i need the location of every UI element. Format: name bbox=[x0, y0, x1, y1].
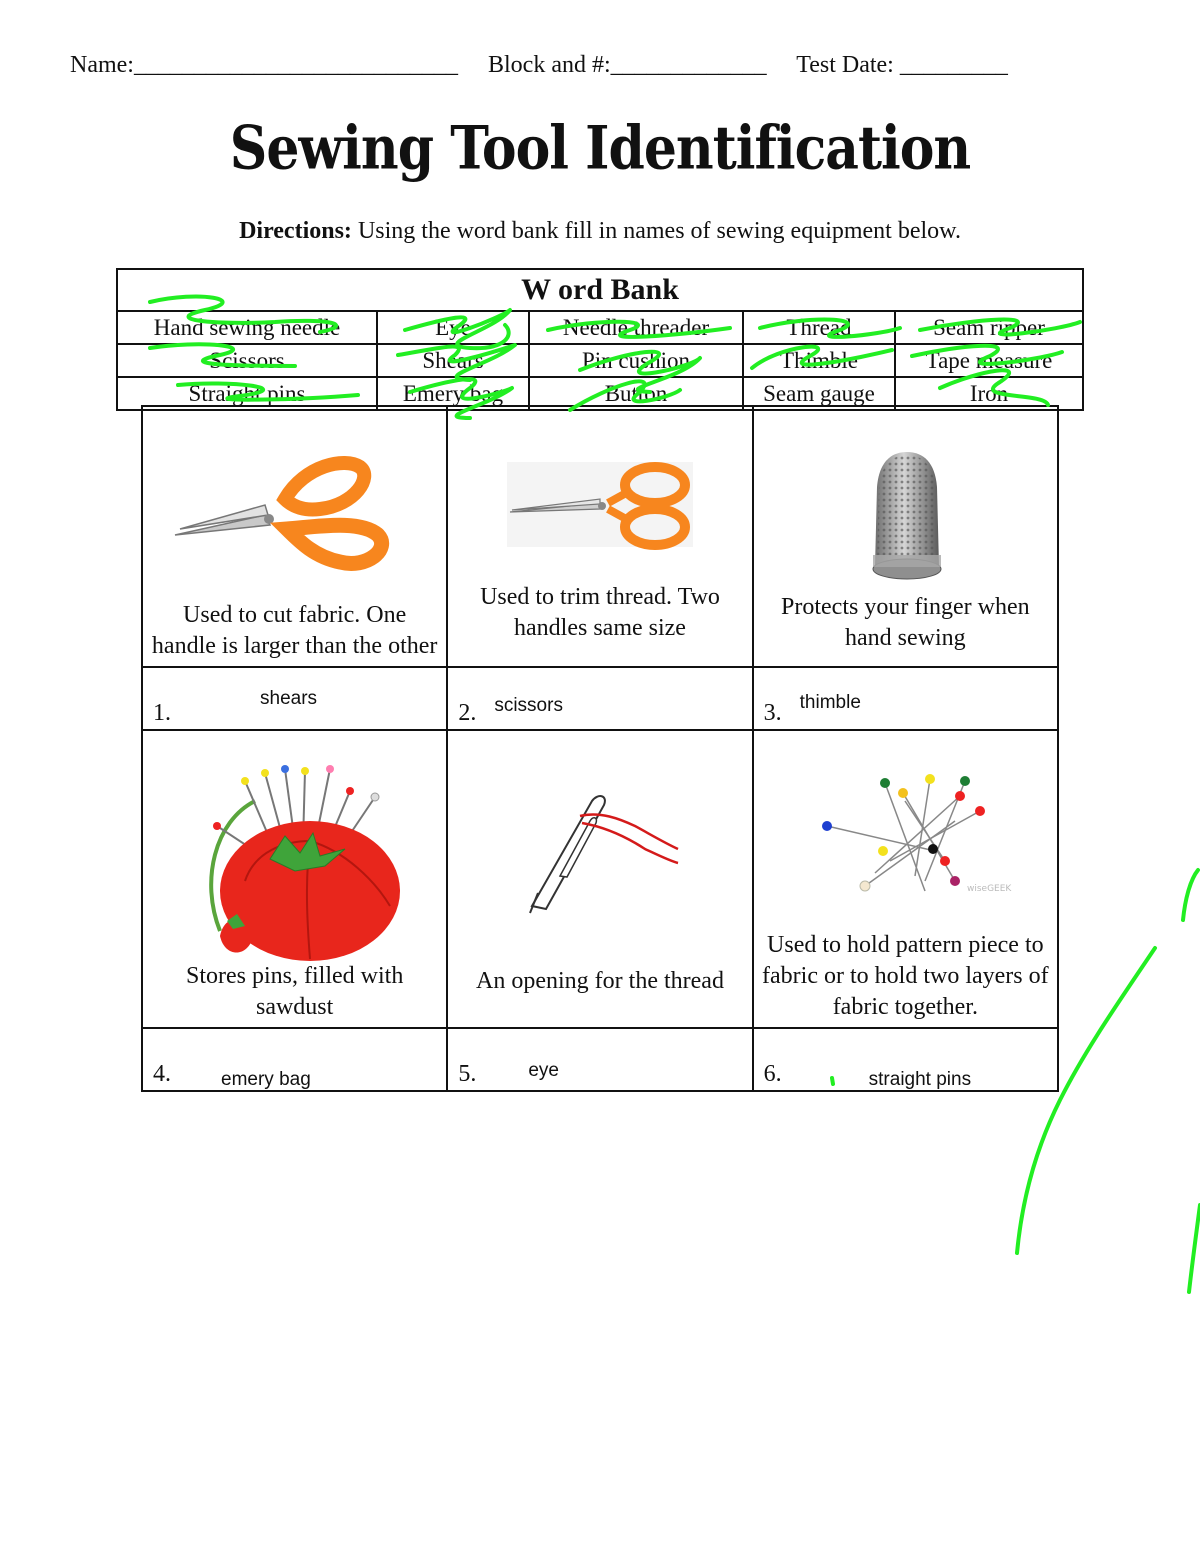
answer-text[interactable]: straight pins bbox=[868, 1069, 972, 1090]
word-bank-cell: Thread bbox=[743, 311, 895, 344]
item-description: Used to trim thread. Two handles same size bbox=[480, 584, 720, 641]
word-bank-cell: Pin cushion bbox=[529, 344, 743, 377]
block-field[interactable]: Block and #:_____________ bbox=[487, 52, 767, 78]
name-field[interactable]: Name:___________________________ bbox=[70, 52, 458, 78]
word-bank-cell: Emery bag bbox=[377, 377, 529, 410]
item-number: 4. bbox=[153, 1061, 171, 1087]
straight-pins-icon bbox=[754, 731, 1057, 961]
word-bank-cell: Thimble bbox=[743, 344, 895, 377]
item-description: Protects your finger when hand sewing bbox=[781, 594, 1030, 651]
directions bbox=[0, 218, 1200, 245]
directions-label: Directions: bbox=[239, 218, 352, 244]
item-card-6 bbox=[753, 730, 1058, 1028]
pin-cushion-icon bbox=[143, 731, 446, 961]
item-number: 3. bbox=[763, 700, 782, 726]
word-bank-cell: Straight pins bbox=[117, 377, 377, 410]
item-number: 6. bbox=[763, 1061, 782, 1087]
item-number: 1. bbox=[153, 700, 171, 726]
scribble-mark bbox=[1183, 870, 1198, 920]
page-title: Sewing Tool Identification bbox=[229, 113, 971, 184]
word-bank-heading: W ord Bank bbox=[117, 269, 1083, 311]
answer-text[interactable]: emery bag bbox=[221, 1069, 311, 1090]
answer-text[interactable]: thimble bbox=[799, 692, 861, 713]
item-number: 2. bbox=[458, 700, 477, 726]
item-number: 5. bbox=[458, 1061, 477, 1087]
answer-text[interactable]: eye bbox=[528, 1060, 559, 1081]
answer-cell-1[interactable] bbox=[142, 667, 447, 730]
word-bank-table bbox=[116, 268, 1084, 411]
word-bank-cell: Button bbox=[529, 377, 743, 410]
item-description: Used to hold pattern piece to fabric or to hold two layers of fabric together. bbox=[762, 932, 1049, 1020]
scribble-mark bbox=[1189, 1205, 1200, 1292]
item-description: An opening for the thread bbox=[476, 968, 724, 994]
word-bank-cell: Seam ripper bbox=[895, 311, 1083, 344]
answer-text[interactable]: scissors bbox=[494, 695, 563, 716]
item-card-1 bbox=[142, 406, 447, 667]
item-description: Used to cut fabric. One handle is larger than the other bbox=[151, 602, 438, 659]
item-card-4 bbox=[142, 730, 447, 1028]
test-date-field[interactable]: Test Date: _________ bbox=[796, 52, 1008, 78]
word-bank-cell: Shears bbox=[377, 344, 529, 377]
item-card-3 bbox=[753, 406, 1058, 667]
scissors-icon bbox=[448, 407, 751, 597]
word-bank-cell: Seam gauge bbox=[743, 377, 895, 410]
word-bank-cell: Scissors bbox=[117, 344, 377, 377]
answer-cell-3[interactable] bbox=[753, 667, 1058, 730]
item-card-5 bbox=[447, 730, 752, 1028]
answer-text[interactable]: shears bbox=[260, 688, 318, 709]
shears-icon bbox=[143, 407, 446, 597]
directions-text: Using the word bank fill in names of sewing equipment below. bbox=[351, 218, 961, 244]
answer-cell-6[interactable] bbox=[753, 1028, 1058, 1091]
word-bank-cell: Eye bbox=[377, 311, 529, 344]
thimble-icon bbox=[754, 407, 1057, 597]
word-bank-cell: Iron bbox=[895, 377, 1083, 410]
answer-cell-4[interactable] bbox=[142, 1028, 447, 1091]
header-line bbox=[70, 52, 1130, 79]
answer-cell-2[interactable] bbox=[447, 667, 752, 730]
word-bank-cell: Needle threader bbox=[529, 311, 743, 344]
word-bank-cell: Tape measure bbox=[895, 344, 1083, 377]
identification-grid bbox=[141, 405, 1059, 1092]
needle-eye-icon bbox=[448, 731, 751, 961]
word-bank-cell: Hand sewing needle bbox=[117, 311, 377, 344]
item-description: Stores pins, filled with sawdust bbox=[186, 963, 404, 1020]
watermark: wiseGEEK bbox=[967, 884, 1012, 894]
item-card-2 bbox=[447, 406, 752, 667]
answer-cell-5[interactable] bbox=[447, 1028, 752, 1091]
